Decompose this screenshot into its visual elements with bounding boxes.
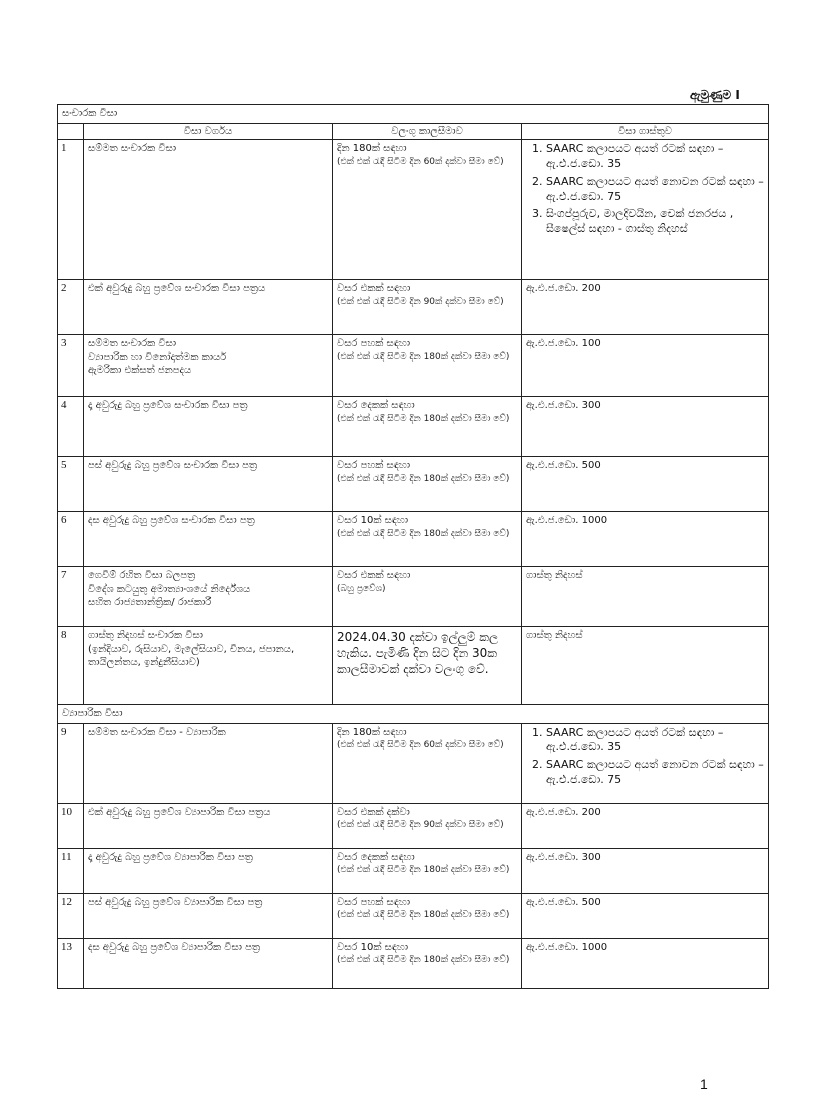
visa-type-line: එක් අවුරුදු බහු ප්‍රවේශ ව්‍යාපාරික වීසා පත්‍රය xyxy=(88,806,271,818)
column-header: වීසා වර්ගය xyxy=(84,123,333,140)
visa-type-line: ගාස්තු නිදහස් සංචාරක වීසා xyxy=(88,630,203,641)
fee-cell xyxy=(522,723,769,803)
row-number: 13 xyxy=(58,938,84,988)
validity-cell xyxy=(333,723,522,803)
validity-note: (එක් එක් රැඳී සිටීම දින 90ක් දක්වා සීමා වේ) xyxy=(337,296,504,307)
table-row xyxy=(58,893,769,938)
visa-type-line: සහිත රාජ්‍යතාන්ත්‍රික/ රාජකාරී xyxy=(88,597,212,608)
validity-main: වසර පහක් සඳහා xyxy=(337,896,410,908)
header-blank xyxy=(58,123,84,140)
visa-type-line: ඇමරිකා එක්සත් ජනපදය xyxy=(88,365,192,376)
validity-main: වසර දෙකක් සඳහා xyxy=(337,400,415,411)
fee-cell xyxy=(522,938,769,988)
row-number: 3 xyxy=(58,335,84,397)
fee-value: ඇ.එ.ජ.ඩො. 100 xyxy=(526,338,601,349)
fee-value: ඇ.එ.ජ.ඩො. 500 xyxy=(526,460,601,471)
table-row xyxy=(58,512,769,567)
visa-type-cell xyxy=(84,803,333,848)
validity-cell xyxy=(333,803,522,848)
row-number: 4 xyxy=(58,397,84,457)
row-number: 8 xyxy=(58,627,84,705)
visa-type-cell xyxy=(84,280,333,335)
annex-label: ඇමුණුම I xyxy=(690,88,740,102)
visa-fee-table xyxy=(57,104,769,989)
row-number: 5 xyxy=(58,457,84,512)
table-row xyxy=(58,723,769,803)
fee-cell xyxy=(522,397,769,457)
visa-type-cell xyxy=(84,140,333,280)
table-row xyxy=(58,848,769,893)
visa-type-cell xyxy=(84,723,333,803)
validity-cell xyxy=(333,140,522,280)
validity-main: වසර පහක් සඳහා xyxy=(337,338,410,349)
fee-value: ඇ.එ.ජ.ඩො. 500 xyxy=(526,896,601,908)
section-row xyxy=(58,105,769,124)
visa-type-line: දස අවුරුදු බහු ප්‍රවේශ ව්‍යාපාරික වීසා පත්‍ර xyxy=(88,941,261,953)
column-header: වීසා ගාස්තුව xyxy=(522,123,769,140)
fee-item: 1. SAARC කලාපයට අයත් රටක් සඳහා – ඇ.එ.ජ.ඩො. 35 xyxy=(546,726,764,756)
fee-value: ඇ.එ.ජ.ඩො. 200 xyxy=(526,806,601,818)
visa-type-cell xyxy=(84,335,333,397)
visa-type-line: දස අවුරුදු බහු ප්‍රවේශ සංචාරක වීසා පත්‍ර xyxy=(88,515,255,526)
validity-note: (එක් එක් රැඳී සිටීම දින 90ක් දක්වා සීමා වේ) xyxy=(337,820,504,830)
validity-main: 2024.04.30 දක්වා ඉල්ලුම් කල හැකිය. පැමිණි දින සිට දින 30ක කාලසීමාවක් දක්වා වලංගු වේ. xyxy=(337,630,499,677)
validity-main: වසර එකක් දක්වා xyxy=(337,806,410,818)
fee-cell xyxy=(522,627,769,705)
visa-type-cell xyxy=(84,627,333,705)
fee-cell xyxy=(522,457,769,512)
validity-note: (එක් එක් රැඳී සිටීම දින 60ක් දක්වා සීමා වේ) xyxy=(337,740,504,750)
fee-item: 2. SAARC කලාපයට අයත් නොවන රටක් සඳහා – ඇ.එ.ජ.ඩො. 75 xyxy=(546,175,764,205)
validity-note: (එක් එක් රැඳී සිටීම දින 180ක් දක්වා සීමා වේ) xyxy=(337,955,510,965)
validity-note: (එක් එක් රැඳී සිටීම දින 60ක් දක්වා සීමා වේ) xyxy=(337,156,504,167)
validity-main: වසර එකක් සඳහා xyxy=(337,570,411,581)
visa-type-line: සම්මත සංචාරක වීසා - ව්‍යාපාරික xyxy=(88,726,226,738)
table-row xyxy=(58,938,769,988)
fee-cell xyxy=(522,893,769,938)
visa-type-line: දෑ අවුරුදු බහු ප්‍රවේශ ව්‍යාපාරික වීසා පත්‍ර xyxy=(88,851,253,863)
validity-cell xyxy=(333,848,522,893)
table-row xyxy=(58,140,769,280)
fee-item: 1. SAARC කලාපයට අයත් රටක් සඳහා – ඇ.එ.ජ.ඩො. 35 xyxy=(546,142,764,172)
visa-type-line: එක් අවුරුදු බහු ප්‍රවේශ සංචාරක වීසා පත්‍රය xyxy=(88,283,266,294)
fee-cell xyxy=(522,803,769,848)
validity-main: දින 180ක් සඳහා xyxy=(337,726,407,738)
column-header: වලංගු කාලසීමාව xyxy=(333,123,522,140)
visa-type-line: විදේශ කටයුතු අමාත්‍යාංශයේ නිර්දේශය xyxy=(88,583,251,595)
section-row xyxy=(58,705,769,724)
visa-type-line: ගෙවීම් රහිත වීසා බලපත්‍ර xyxy=(88,570,196,581)
validity-main: වසර 10ක් සඳහා xyxy=(337,941,409,953)
section-title: ව්‍යාපාරික වීසා xyxy=(58,705,769,724)
fee-value: ඇ.එ.ජ.ඩො. 1000 xyxy=(526,515,608,526)
validity-main: වසර එකක් සඳහා xyxy=(337,283,411,294)
validity-cell xyxy=(333,627,522,705)
table-row xyxy=(58,567,769,627)
validity-note: (එක් එක් රැඳී සිටීම දින 180ක් දක්වා සීමා වේ) xyxy=(337,865,510,875)
validity-cell xyxy=(333,567,522,627)
visa-type-cell xyxy=(84,512,333,567)
validity-cell xyxy=(333,280,522,335)
validity-note: (බහු ප්‍රවේශ) xyxy=(337,583,386,594)
row-number: 2 xyxy=(58,280,84,335)
visa-type-line: පස් අවුරුදු බහු ප්‍රවේශ ව්‍යාපාරික වීසා පත්‍ර xyxy=(88,896,263,908)
visa-type-line: දෑ අවුරුදු බහු ප්‍රවේශ සංචාරක වීසා පත්‍ර xyxy=(88,400,248,411)
validity-main: දින 180ක් සඳහා xyxy=(337,143,407,154)
page-number: 1 xyxy=(700,1076,708,1092)
fee-cell xyxy=(522,848,769,893)
fee-list xyxy=(526,142,764,237)
fee-value: ඇ.එ.ජ.ඩො. 300 xyxy=(526,851,601,863)
fee-cell xyxy=(522,335,769,397)
visa-type-cell xyxy=(84,893,333,938)
fee-cell xyxy=(522,512,769,567)
header-row xyxy=(58,123,769,140)
visa-type-cell xyxy=(84,457,333,512)
visa-type-line: පස් අවුරුදු බහු ප්‍රවේශ සංචාරක වීසා පත්‍ර xyxy=(88,460,258,471)
table-row xyxy=(58,397,769,457)
table-row xyxy=(58,457,769,512)
visa-type-line: සම්මත සංචාරක වීසා xyxy=(88,143,177,154)
fee-value: ඇ.එ.ජ.ඩො. 200 xyxy=(526,283,601,294)
fee-cell xyxy=(522,567,769,627)
fee-value: ඇ.එ.ජ.ඩො. 300 xyxy=(526,400,601,411)
visa-type-line: සම්මත සංචාරක වීසා xyxy=(88,338,177,349)
visa-type-cell xyxy=(84,397,333,457)
fee-value: ඇ.එ.ජ.ඩො. 1000 xyxy=(526,941,608,953)
row-number: 10 xyxy=(58,803,84,848)
fee-item: 3. සිංගප්පූරුව, මාලදිවයින, චෙක් ජනරජය , සීෂෙල්ස් සඳහා - ගාස්තු නිදහස් xyxy=(546,207,764,237)
fee-cell xyxy=(522,280,769,335)
validity-cell xyxy=(333,397,522,457)
validity-cell xyxy=(333,938,522,988)
validity-main: වසර 10ක් සඳහා xyxy=(337,515,409,526)
validity-main: වසර පහක් සඳහා xyxy=(337,460,410,471)
fee-list xyxy=(526,726,764,788)
validity-cell xyxy=(333,335,522,397)
validity-note: (එක් එක් රැඳී සිටීම දින 180ක් දක්වා සීමා වේ) xyxy=(337,910,510,920)
table-row xyxy=(58,335,769,397)
table-row xyxy=(58,803,769,848)
fee-cell xyxy=(522,140,769,280)
validity-main: වසර දෙකක් සඳහා xyxy=(337,851,415,863)
validity-note: (එක් එක් රැඳී සිටීම දින 180ක් දක්වා සීමා වේ) xyxy=(337,528,510,539)
visa-type-line: ව්‍යාපාරික හා විනෝදාත්මක කාර්ය xyxy=(88,351,227,363)
validity-cell xyxy=(333,893,522,938)
fee-value: ගාස්තු නිදහස් xyxy=(526,630,583,641)
visa-type-cell xyxy=(84,938,333,988)
validity-cell xyxy=(333,512,522,567)
validity-note: (එක් එක් රැඳී සිටීම දින 180ක් දක්වා සීමා වේ) xyxy=(337,473,510,484)
validity-note: (එක් එක් රැඳී සිටීම දින 180ක් දක්වා සීමා වේ) xyxy=(337,413,510,424)
table-row xyxy=(58,627,769,705)
row-number: 12 xyxy=(58,893,84,938)
fee-item: 2. SAARC කලාපයට අයත් නොවන රටක් සඳහා – ඇ.එ.ජ.ඩො. 75 xyxy=(546,758,764,788)
visa-type-cell xyxy=(84,848,333,893)
validity-note: (එක් එක් රැඳී සිටීම දින 180ක් දක්වා සීමා වේ) xyxy=(337,351,510,362)
row-number: 11 xyxy=(58,848,84,893)
row-number: 9 xyxy=(58,723,84,803)
section-title: සංචාරක වීසා xyxy=(58,105,769,124)
table-row xyxy=(58,280,769,335)
row-number: 1 xyxy=(58,140,84,280)
visa-type-cell xyxy=(84,567,333,627)
row-number: 6 xyxy=(58,512,84,567)
fee-value: ගාස්තු නිදහස් xyxy=(526,570,583,581)
row-number: 7 xyxy=(58,567,84,627)
visa-type-line: (ඉන්දියාව, රුසියාව, මැලේසියාව, චීනය, ජපානය, තායිලන්තය, ඉන්දුනීසියාව) xyxy=(88,643,295,668)
validity-cell xyxy=(333,457,522,512)
